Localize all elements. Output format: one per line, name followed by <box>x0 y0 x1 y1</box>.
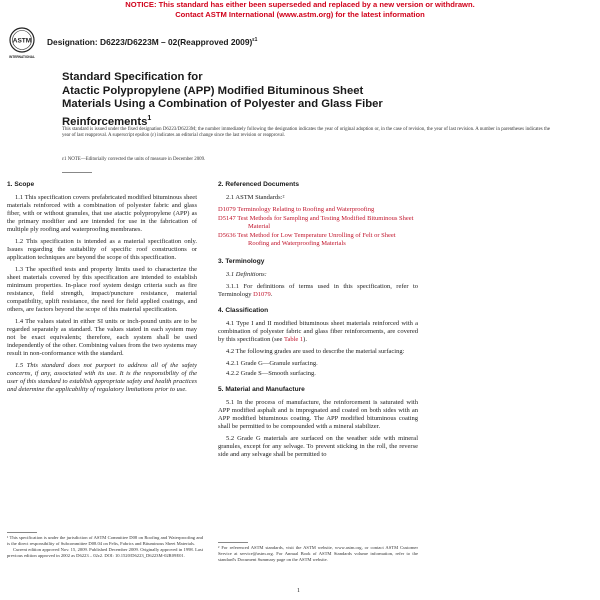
divider <box>62 172 92 173</box>
title-line-2: Atactic Polypropylene (APP) Modified Bituminous Sheet <box>62 84 364 97</box>
paragraph-1-3: 1.3 The specified tests and property limits used to characterize the sheet materials covered by this specification are intended to establish minimum properties. In-place roof system design criteria such as fire resistance, field strength, impact/puncture resistance, material compatibility, uplift resistance, the need for field applied coatings, and others, are factors beyond the scope of this material specification. <box>7 266 197 313</box>
section-heading-materials: 5. Material and Manufacture <box>218 386 305 393</box>
ref-title-d5636[interactable]: Test Method for Low Temperature Unrolling of Felt or Sheet Roofing and Waterproofing Materials <box>237 232 396 247</box>
paragraph-5-1: 5.1 In the process of manufacture, the reinforcement is saturated with APP modified asphalt and is impregnated and coated on both sides with an APP modified bituminous coating. The APP modified bituminous coating shall be permitted to be compounded with a mineral stabilizer. <box>218 399 418 430</box>
title-line-3: Materials Using a Combination of Polyester and Glass Fiber <box>62 98 383 110</box>
paragraph-3-1-1-end: . <box>270 291 273 298</box>
section-heading-terminology: 3. Terminology <box>218 258 265 265</box>
right-footnote: ² For referenced ASTM standards, visit the ASTM website, www.astm.org, or contact ASTM Customer Service at service@astm.org. For Annual Book of ASTM Standards volume information, refer to the standard's Document Summary page on the ASTM website. <box>218 545 418 562</box>
ref-title-d5147[interactable]: Test Methods for Sampling and Testing Modified Bituminous Sheet Material <box>237 215 414 230</box>
paragraph-3-1-1-text: 3.1.1 For definitions of terms used in this specification, refer to Terminology <box>218 283 418 298</box>
section-heading-referenced: 2. Referenced Documents <box>218 181 299 188</box>
paragraph-1-1: 1.1 This specification covers prefabricated modified bituminous sheet materials reinforced with a combination of polyester fabric and glass fiber, with or without granules, that use atactic polypropylene (APP) as the primary modifier and are intended for use in the fabrication of multiple ply roofing and waterproofing membranes. <box>7 194 197 233</box>
ref-code-d1079[interactable]: D1079 <box>218 206 236 213</box>
paragraph-4-2-2: 4.2.2 Grade S—Smooth surfacing. <box>226 370 316 377</box>
astm-logo <box>7 27 37 61</box>
footnote-1: ¹ This specification is under the jurisdiction of ASTM Committee D08 on Roofing and Waterproofing and is the direct responsibility of Subcommittee D08.04 on Felts, Fabrics and Bituminous Sheet Materials. <box>7 535 203 546</box>
section-heading-scope: 1. Scope <box>7 181 35 188</box>
paragraph-3-1: 3.1 Definitions: <box>226 271 267 278</box>
paragraph-4-1-text: 4.1 Type I and II modified bituminous sheet materials reinforced with a combination of polyester fabric and glass fiber reinforcements, are covered by this specification (see <box>218 320 418 343</box>
title-superscript: 1 <box>147 114 152 122</box>
paragraph-4-1-end: ). <box>303 336 307 343</box>
ref-title-d1079[interactable]: Terminology Relating to Roofing and Waterproofing <box>237 206 375 213</box>
link-table-1[interactable]: Table 1 <box>283 336 304 343</box>
left-column <box>7 181 197 398</box>
footnote-divider-right <box>218 542 248 543</box>
paragraph-1-5: 1.5 This standard does not purport to address all of the safety concerns, if any, associated with its use. It is the responsibility of the user of this standard to establish appropriate safety and health practices and determine the applicability of regulatory limitations prior to use. <box>7 362 197 393</box>
reference-d1079 <box>218 206 418 214</box>
reference-d5147 <box>218 215 418 231</box>
section-heading-classification: 4. Classification <box>218 307 269 314</box>
paragraph-3-1-1 <box>218 283 418 299</box>
paragraph-1-2: 1.2 This specification is intended as a material specification only. Issues regarding the suitability of specific roof constructions or application techniques are beyond the scope of this specification. <box>7 238 197 261</box>
paragraph-4-2: 4.2 The following grades are used to describe the material surfacing: <box>226 348 405 355</box>
designation <box>47 37 257 47</box>
notice-line-2: Contact ASTM International (www.astm.org) for the latest information <box>175 9 425 19</box>
designation-text: Designation: D6223/D6223M – 02(Reapproved 2009) <box>47 37 253 47</box>
title-line-4: Reinforcements <box>62 115 148 128</box>
footnote-divider-left <box>7 532 37 533</box>
epsilon-note: ε1 NOTE—Editorially corrected the units of measure in December 2009. <box>62 157 206 162</box>
paragraph-5-2: 5.2 Grade G materials are surfaced on the weather side with mineral granules, except for any selvage. To prevent sticking in the roll, the reverse side and any selvage shall be permitted to <box>218 435 418 458</box>
title-line-1: Standard Specification for <box>62 71 203 83</box>
notice-banner <box>0 0 600 19</box>
paragraph-1-4: 1.4 The values stated in either SI units or inch-pound units are to be regarded separately as standard. The values stated in each system may not be exact equivalents; therefore, each system shall be used independently of the other. Combining values from the two systems may result in non-conformance with the standard. <box>7 318 197 357</box>
document-title <box>62 71 562 129</box>
logo-text: ASTM <box>12 37 32 45</box>
reference-d5636 <box>218 232 418 248</box>
footnote-1-edition: Current edition approved Nov. 15, 2009. Published December 2009. Originally approved in 1998. Last previous edition approved in 2002 as D6223 – 02ε2. DOI: 10.1520/D6223_D6223M-02R09E01. <box>7 547 203 558</box>
page-number: 1 <box>297 588 300 594</box>
notice-line-1: NOTICE: This standard has either been superseded and replaced by a new version or withdrawn. <box>125 0 475 9</box>
logo-subtext: INTERNATIONAL <box>9 55 35 59</box>
link-d1079[interactable]: D1079 <box>253 291 271 298</box>
right-column <box>218 181 418 463</box>
designation-superscript: ε1 <box>252 37 258 44</box>
ref-code-d5147[interactable]: D5147 <box>218 215 236 222</box>
paragraph-4-1 <box>218 320 418 344</box>
preamble: This standard is issued under the fixed designation D6223/D6223M; the number immediately following the designation indicates the year of original adoption or, in the case of revision, the year of last revision. A number in parentheses indicates the year of last reapproval. A superscript epsilon (ε) indicates an editorial change since the last revision or reapproval. <box>62 127 550 139</box>
paragraph-4-2-1: 4.2.1 Grade G—Granule surfacing. <box>226 360 318 367</box>
left-footnote <box>7 535 203 559</box>
astm-standards-intro: 2.1 ASTM Standards:² <box>226 194 285 201</box>
ref-code-d5636[interactable]: D5636 <box>218 232 236 239</box>
